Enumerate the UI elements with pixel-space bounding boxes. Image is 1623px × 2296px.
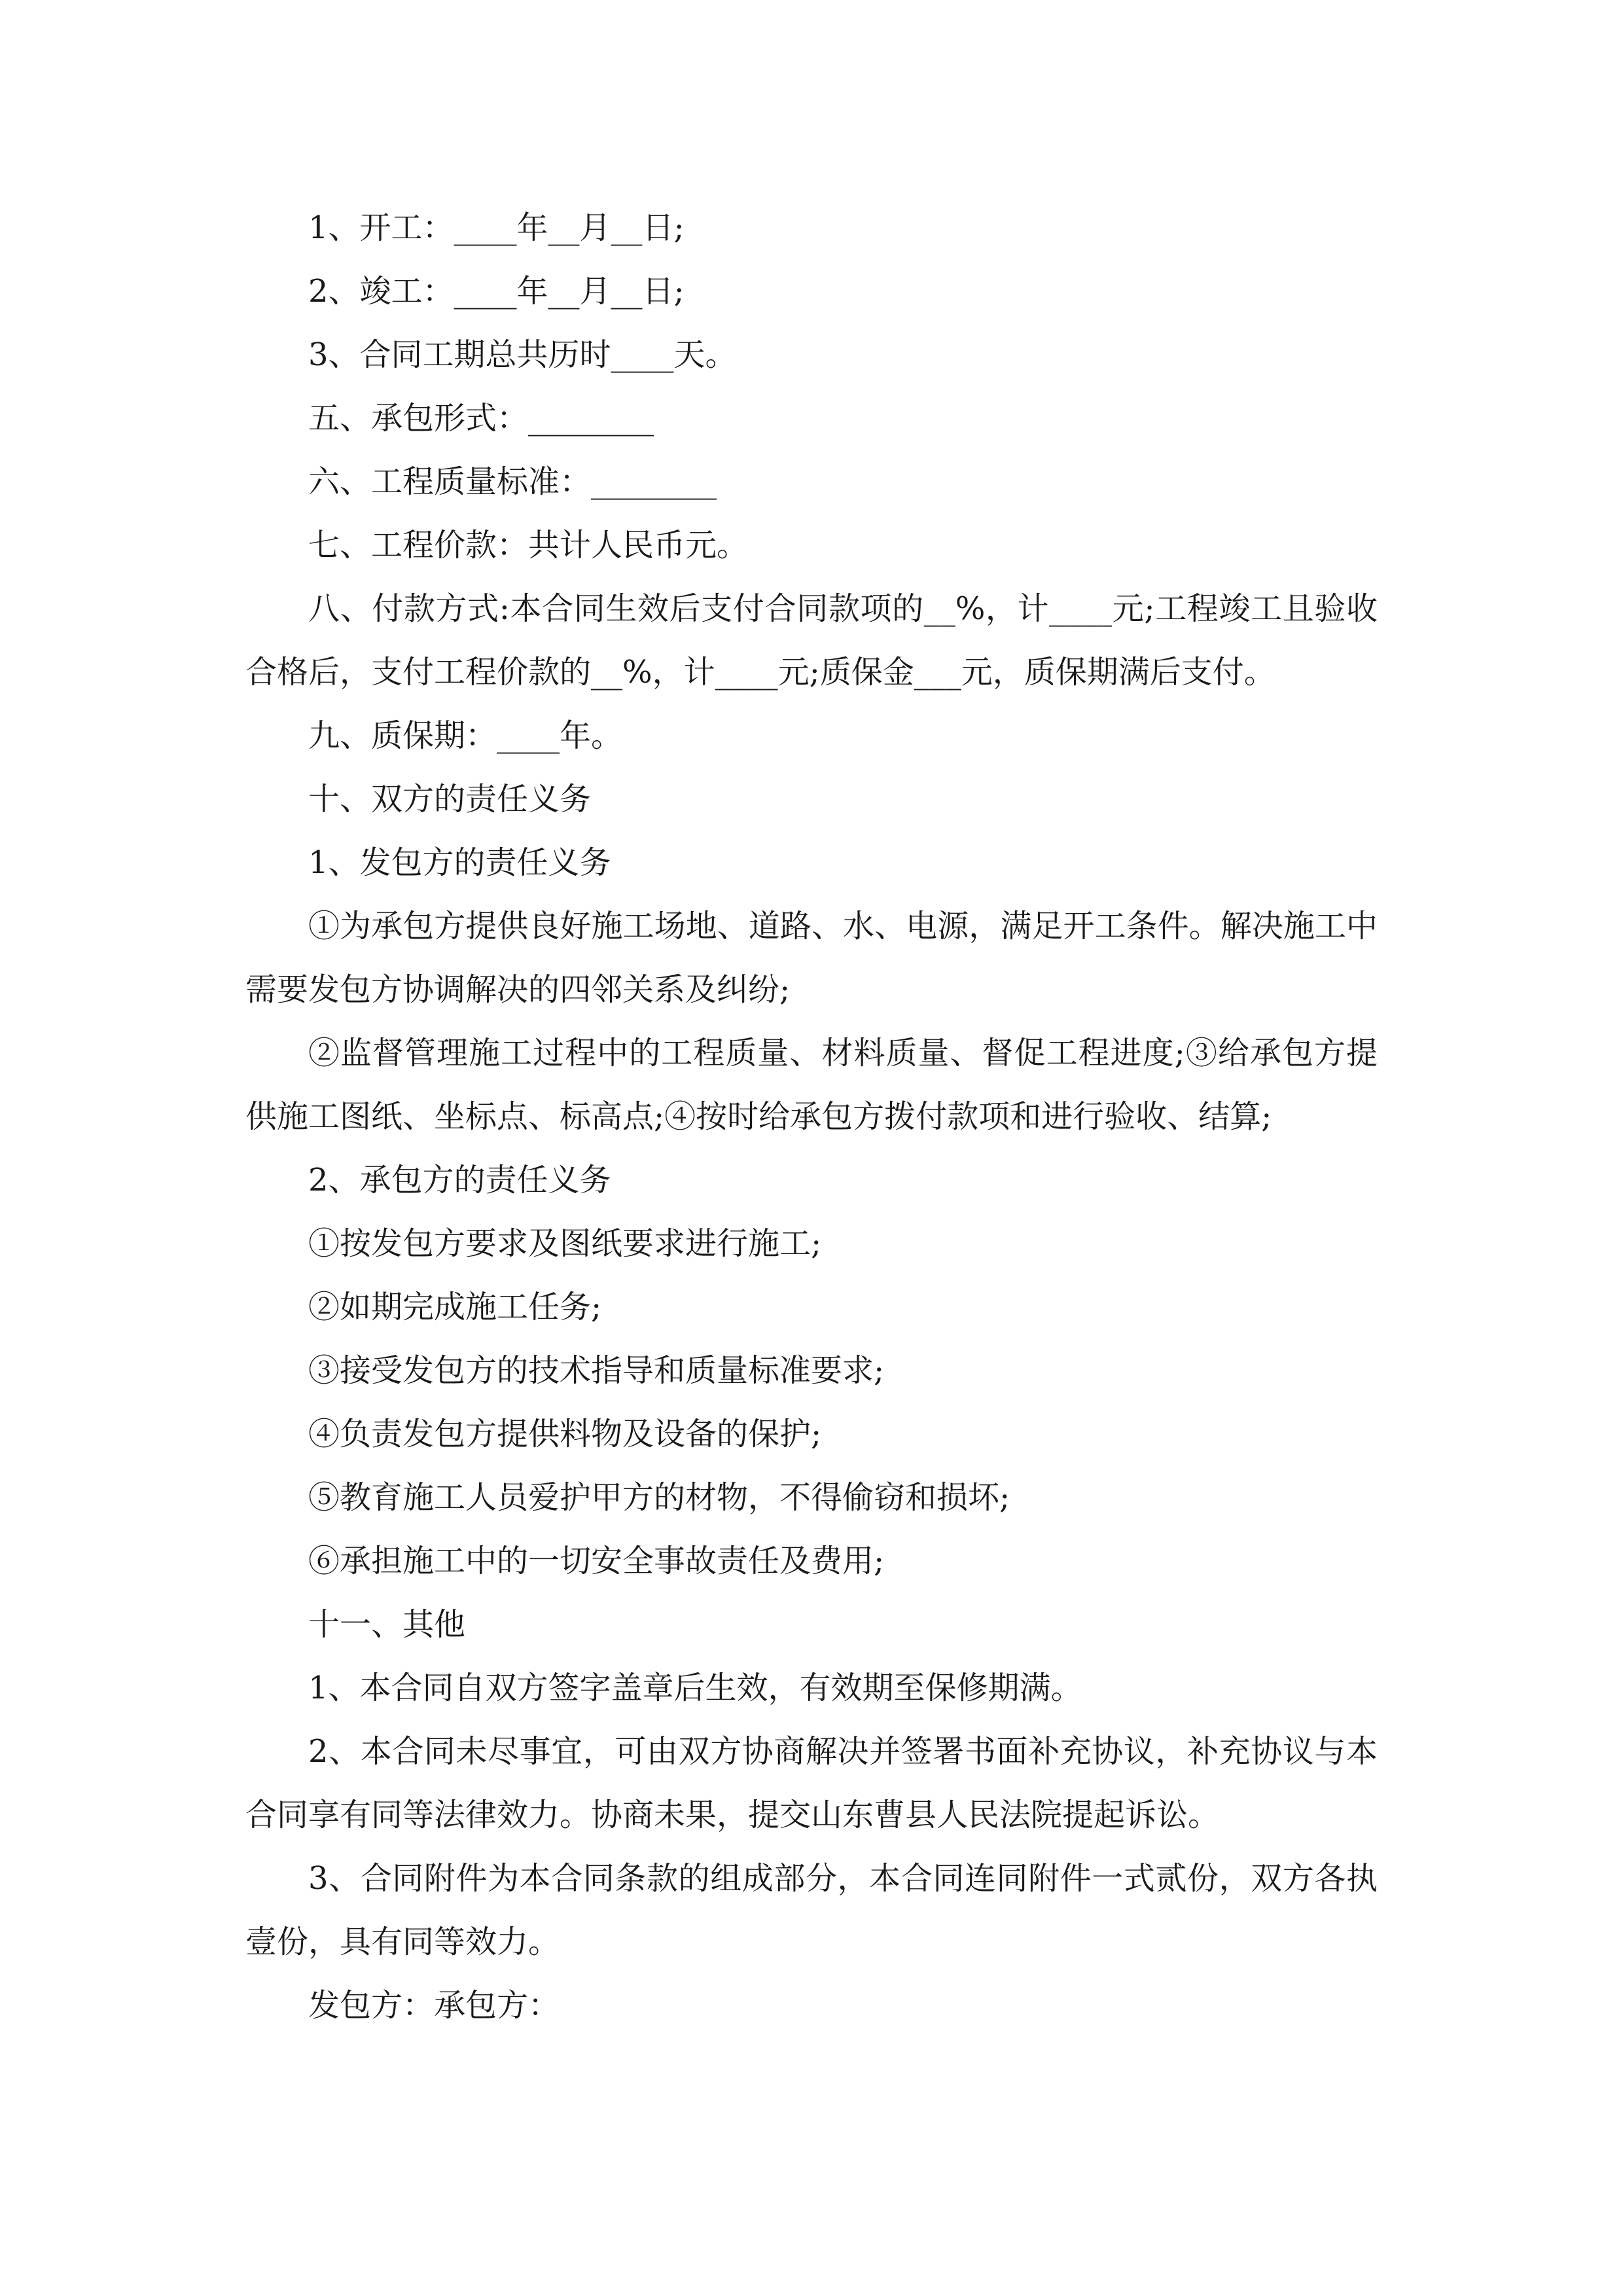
contractor-duties-heading: 2、承包方的责任义务: [308, 1162, 611, 1198]
other-clause: 3、合同附件为本合同条款的组成部分，本合同连同附件一式贰份，双方各执壹份，具有同等效力。: [245, 1860, 1378, 1960]
other-heading: 十一、其他: [308, 1606, 466, 1643]
document-body: [245, 196, 1378, 2037]
responsibilities-heading: 十、双方的责任义务: [308, 781, 592, 817]
contractor-duty-item: ②如期完成施工任务;: [308, 1289, 602, 1325]
contract-duration-line: 3、合同工期总共历时____天。: [308, 336, 737, 373]
other-clause: 1、本合同自双方签字盖章后生效，有效期至保修期满。: [308, 1670, 1082, 1706]
contractor-duty-item: ④负责发包方提供料物及设备的保护;: [308, 1416, 822, 1452]
completion-date-line: 2、竣工：____年__月__日;: [308, 273, 685, 310]
quality-standard-clause: 六、工程质量标准：________: [308, 463, 717, 500]
contractor-duty-item: ⑥承担施工中的一切安全事故责任及费用;: [308, 1543, 885, 1579]
signature-line: 发包方：承包方：: [308, 1987, 560, 2024]
warranty-period-clause: 九、质保期：____年。: [308, 717, 623, 754]
contractor-duty-item: ⑤教育施工人员爱护甲方的材物，不得偷窃和损坏;: [308, 1479, 1010, 1516]
payment-method-clause: 八、付款方式:本合同生效后支付合同款项的__%，计____元;工程竣工且验收合格后，支付工程价款的__%，计____元;质保金___元，质保期满后支付。: [245, 590, 1378, 691]
other-clause: 2、本合同未尽事宜，可由双方协商解决并签署书面补充协议，补充协议与本合同享有同等法律效力。协商未果，提交山东曹县人民法院提起诉讼。: [245, 1733, 1378, 1833]
contractor-duty-item: ③接受发包方的技术指导和质量标准要求;: [308, 1352, 885, 1389]
start-date-line: 1、开工：____年__月__日;: [308, 209, 685, 246]
project-price-clause: 七、工程价款：共计人民币元。: [308, 527, 749, 564]
employer-duties-heading: 1、发包方的责任义务: [308, 844, 611, 881]
employer-duty-item: ②监督管理施工过程中的工程质量、材料质量、督促工程进度;③给承包方提供施工图纸、坐标点、标高点;④按时给承包方拨付款项和进行验收、结算;: [245, 1035, 1378, 1135]
employer-duty-item: ①为承包方提供良好施工场地、道路、水、电源，满足开工条件。解决施工中需要发包方协调解决的四邻关系及纠纷;: [245, 908, 1378, 1008]
contractor-duty-item: ①按发包方要求及图纸要求进行施工;: [308, 1225, 822, 1262]
contract-form-clause: 五、承包形式：________: [308, 400, 654, 437]
